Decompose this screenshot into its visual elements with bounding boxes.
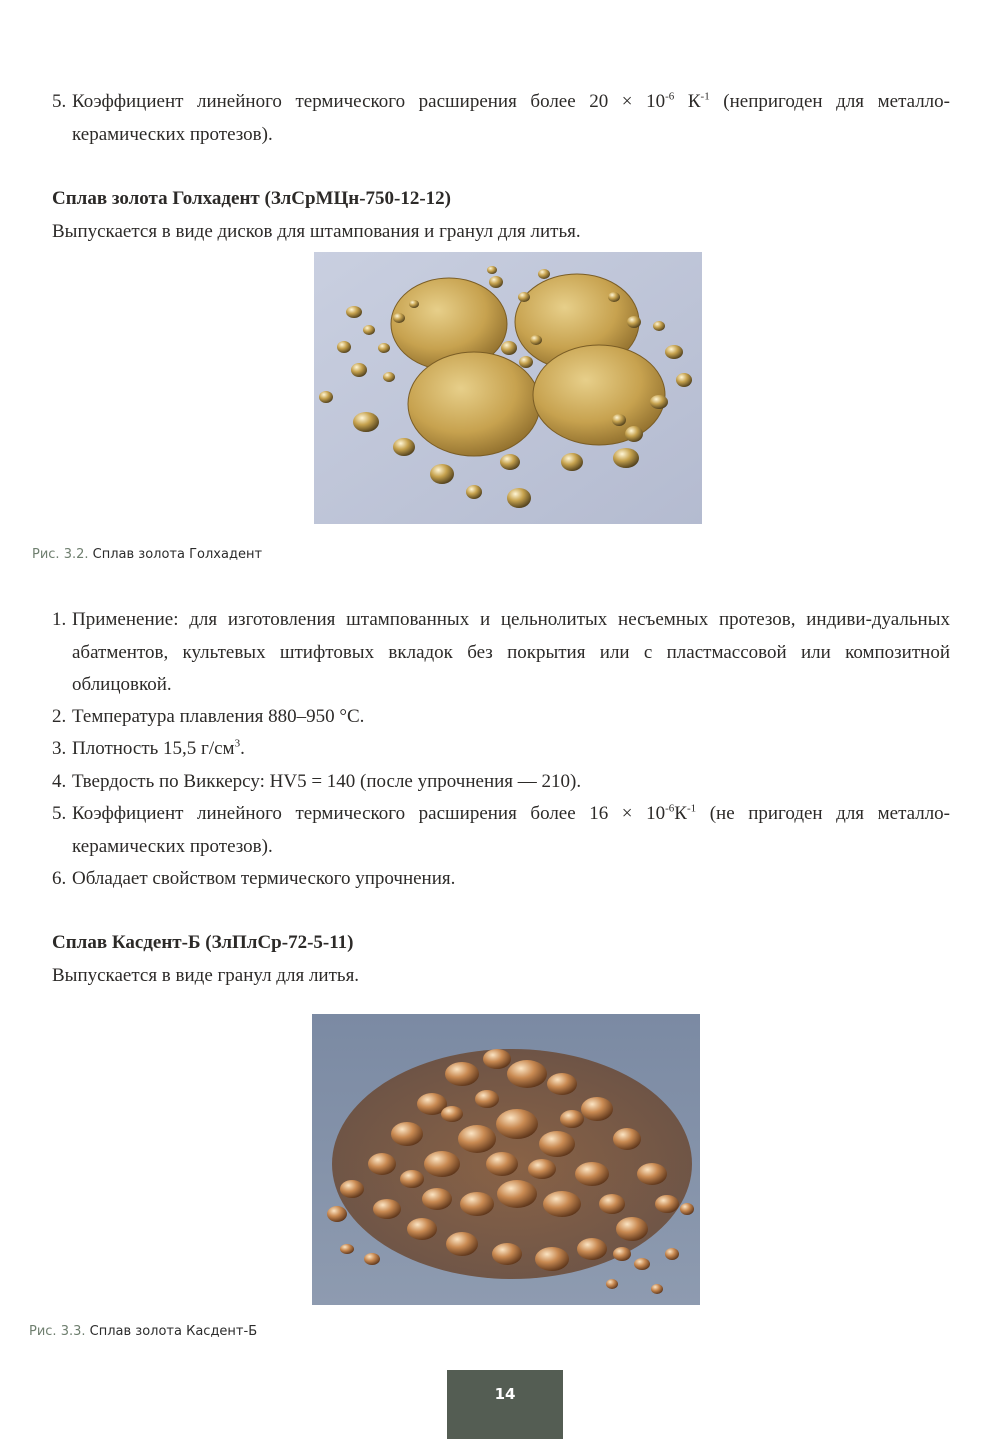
list-item bbox=[52, 733, 950, 766]
list-number: 6. bbox=[52, 868, 67, 889]
list-number: 4. bbox=[52, 771, 67, 792]
list-item bbox=[52, 604, 950, 702]
list-number: 1. bbox=[52, 609, 67, 630]
list-item bbox=[52, 798, 950, 863]
list-number: 3. bbox=[52, 738, 67, 759]
list-number: 2. bbox=[52, 706, 67, 727]
figure-caption-3-3 bbox=[29, 1324, 257, 1339]
list-text: Коэффициент линейного термического расширения более $20 \times 10^{-6}$ $К^{-1}$ (непригоден для металло-керамических протезов). bbox=[72, 90, 950, 145]
list-text: Плотность 15,5 $г/см^3$. bbox=[72, 737, 245, 759]
caption-label: Рис. 3.2. bbox=[32, 547, 89, 562]
list-item bbox=[52, 701, 950, 734]
section-intro-kasdent: Выпускается в виде гранул для литья. bbox=[52, 965, 360, 986]
list-item bbox=[52, 766, 950, 799]
caption-text: Сплав золота Касдент-Б bbox=[89, 1324, 258, 1339]
page-number: 14 bbox=[447, 1370, 563, 1439]
list-text: Температура плавления 880–950 °С. bbox=[72, 706, 365, 727]
section-heading-kasdent: Сплав Касдент-Б (ЗлПлСр-72-5-11) bbox=[52, 932, 354, 953]
list-text: Коэффициент линейного термического расширения более $16 \times 10^{-6}К^{-1}$ (не пригоден для металло-керамических протезов). bbox=[72, 802, 950, 857]
figure-kasdent-photo bbox=[312, 1014, 700, 1305]
list-text: Обладает свойством термического упрочнения. bbox=[72, 868, 456, 889]
figure-caption-3-2 bbox=[32, 547, 262, 562]
caption-text: Сплав золота Голхадент bbox=[92, 547, 263, 562]
list-number: 5. bbox=[52, 803, 67, 824]
list-number: 5. bbox=[52, 91, 67, 112]
caption-label: Рис. 3.3. bbox=[29, 1324, 86, 1339]
list-item bbox=[52, 863, 950, 896]
section-intro-golhadent: Выпускается в виде дисков для штампования и гранул для литья. bbox=[52, 221, 581, 242]
section-heading-golhadent: Сплав золота Голхадент (ЗлСрМЦн-750-12-12) bbox=[52, 188, 452, 209]
list-text: Твердость по Виккерсу: HV5 = 140 (после упрочнения — 210). bbox=[72, 771, 582, 792]
list-text: Применение: для изготовления штампованных и цельнолитых несъемных протезов, индиви-дуальных абатментов, культевых штифтовых вкладок без покрытия или с пластмассовой или композитной облицовкой. bbox=[72, 609, 950, 695]
figure-golhadent-photo bbox=[314, 252, 702, 524]
top-list-item bbox=[52, 86, 950, 151]
